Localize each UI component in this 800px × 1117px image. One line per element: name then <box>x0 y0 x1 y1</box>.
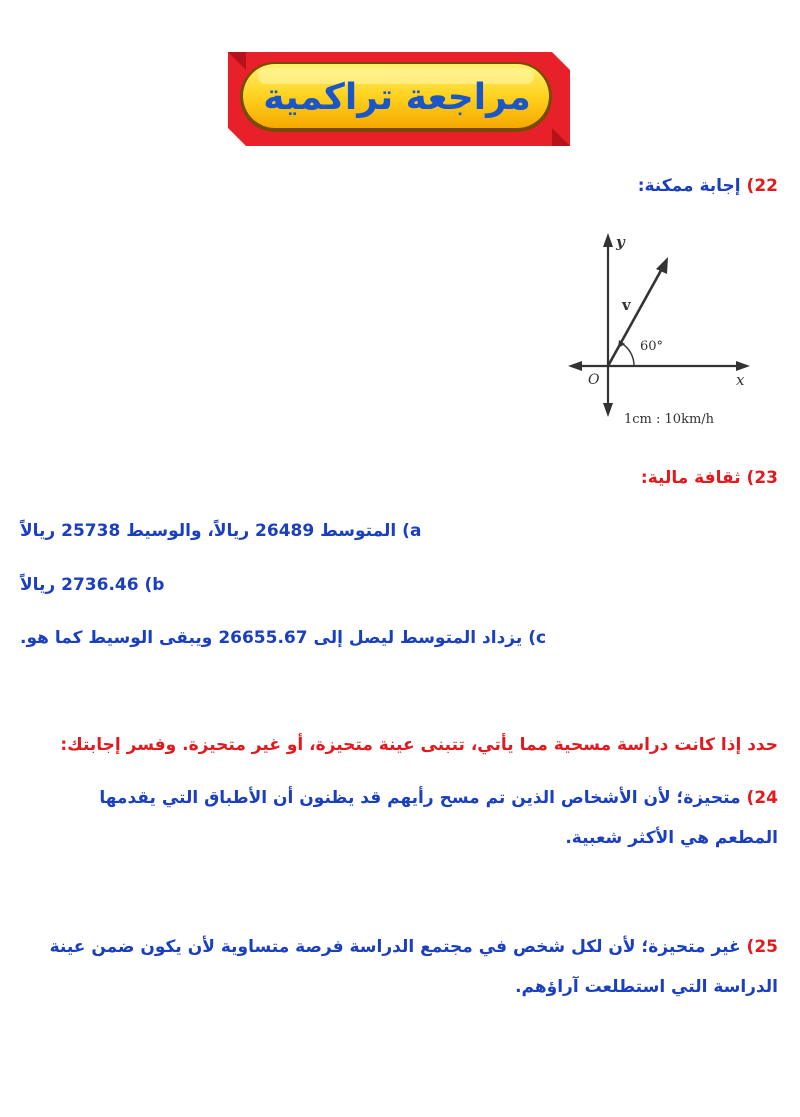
origin-label: O <box>588 372 600 388</box>
answer-a <box>20 521 421 541</box>
y-axis-label: y <box>616 233 625 251</box>
answer-text: غير متحيزة؛ لأن لكل شخص في مجتمع الدراسة فرصة متساوية لأن يكون ضمن عينة الدراسة التي استطلعت آراؤهم. <box>49 937 778 997</box>
x-axis-label: x <box>736 371 745 389</box>
question-23 <box>641 468 778 488</box>
question-25 <box>48 927 778 1007</box>
answer-marker: b) <box>144 575 165 595</box>
answer-marker: a) <box>402 521 422 541</box>
scale-label: 1cm : 10km/h <box>624 412 715 427</box>
answer-c <box>20 628 546 648</box>
instruction-text: حدد إذا كانت دراسة مسحية مما يأتي، تتبنى عينة متحيزة، أو غير متحيزة. وفسر إجابتك: <box>60 735 778 755</box>
answer-text: متحيزة؛ لأن الأشخاص الذين تم مسح رأيهم قد يظنون أن الأطباق التي يقدمها المطعم هي الأكثر شعبية. <box>99 788 778 848</box>
question-number: 23) <box>746 468 778 488</box>
answer-marker: c) <box>528 628 547 648</box>
question-number: 22) <box>746 176 778 196</box>
question-24 <box>48 778 778 858</box>
question-22 <box>638 176 778 196</box>
answer-b <box>20 575 164 595</box>
vector-diagram <box>560 225 760 435</box>
answer-text: 2736.46 ريالاً <box>20 575 139 595</box>
question-number: 25) <box>746 937 778 957</box>
page-title: مراجعة تراكمية <box>263 76 531 118</box>
question-number: 24) <box>746 788 778 808</box>
question-text: ثقافة مالية: <box>640 468 741 488</box>
vector-label: v <box>622 296 631 314</box>
angle-label: 60° <box>640 339 664 354</box>
answer-text: المتوسط 26489 ريالاً، والوسيط 25738 ريالاً <box>20 521 397 541</box>
answer-text: يزداد المتوسط ليصل إلى 26655.67 ويبقى الوسيط كما هو. <box>20 628 523 648</box>
question-text: إجابة ممكنة: <box>637 176 741 196</box>
